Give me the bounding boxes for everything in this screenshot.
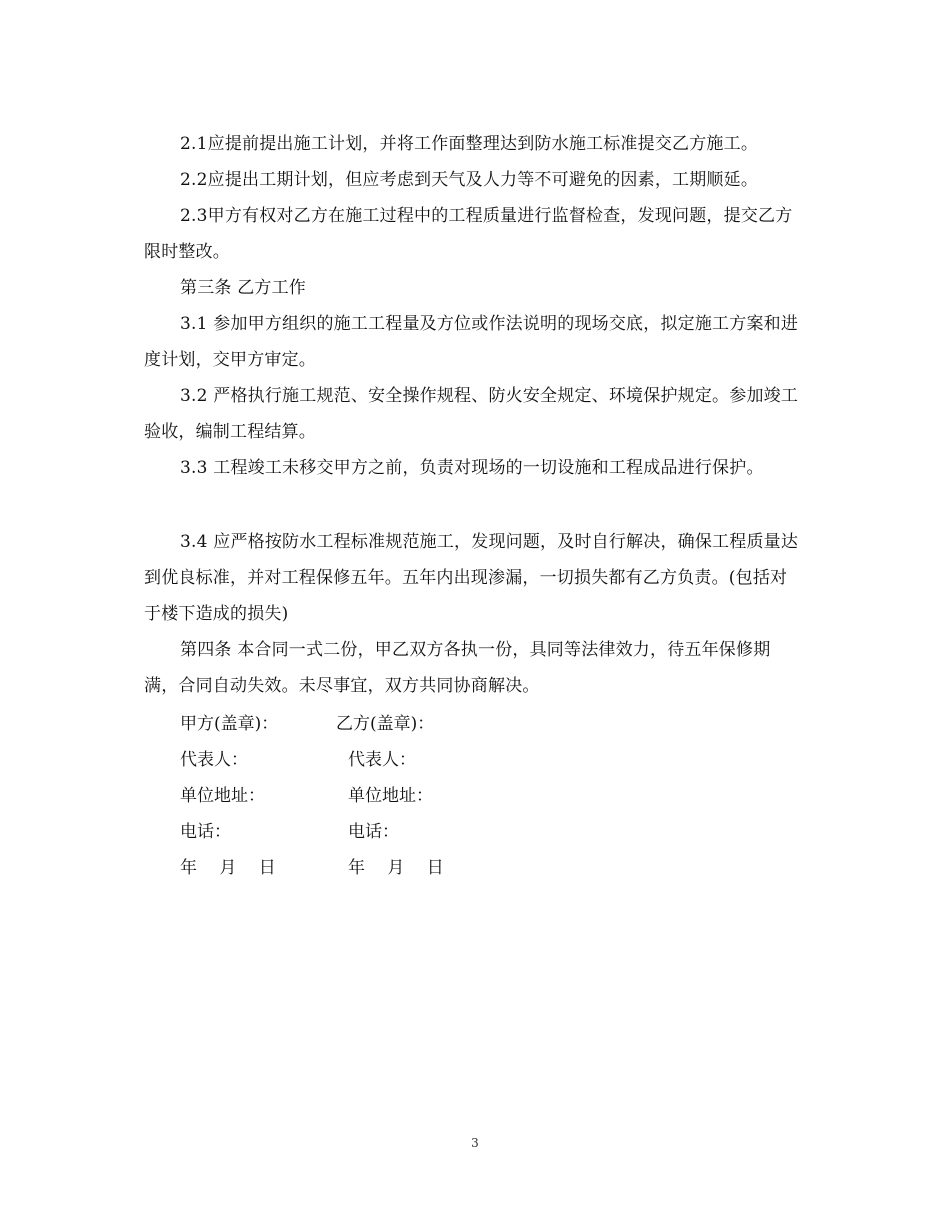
party-a-seal-label: 甲方(盖章)：	[180, 714, 279, 734]
party-b-phone-label: 电话：	[348, 822, 399, 842]
party-b-address-label: 单位地址：	[348, 786, 433, 806]
clause-3-1: 3.1 参加甲方组织的施工工程量及方位或作法说明的现场交底，拟定施工方案和进度计划，交甲方审定。	[144, 314, 799, 370]
party-b-date-label: 年 月 日	[348, 858, 444, 878]
clause-3-4: 3.4 应严格按防水工程标准规范施工，发现问题，及时自行解决，确保工程质量达到优良标准，并对工程保修五年。五年内出现渗漏，一切损失都有乙方负责。(包括对于楼下造成的损失)	[144, 532, 799, 624]
party-a-date-label: 年 月 日	[180, 858, 276, 878]
article-4: 第四条 本合同一式二份，甲乙双方各执一份，具同等法律效力，待五年保修期满，合同自动失效。未尽事宜，双方共同协商解决。	[144, 640, 771, 696]
party-a-address-label: 单位地址：	[180, 786, 265, 806]
party-a-phone-label: 电话：	[180, 822, 231, 842]
clause-2-3: 2.3甲方有权对乙方在施工过程中的工程质量进行监督检查，发现问题，提交乙方限时整改。	[144, 206, 793, 262]
clause-2-2: 2.2应提出工期计划，但应考虑到天气及人力等不可避免的因素，工期顺延。	[180, 170, 759, 190]
party-a-representative-label: 代表人：	[180, 750, 248, 770]
party-b-representative-label: 代表人：	[348, 750, 416, 770]
article-3-heading: 第三条 乙方工作	[180, 278, 307, 298]
clause-3-3: 3.3 工程竣工未移交甲方之前，负责对现场的一切设施和工程成品进行保护。	[180, 458, 764, 478]
clause-3-2: 3.2 严格执行施工规范、安全操作规程、防火安全规定、环境保护规定。参加竣工验收，编制工程结算。	[144, 386, 799, 442]
party-b-seal-label: 乙方(盖章)：	[336, 714, 435, 734]
clause-2-1: 2.1应提前提出施工计划，并将工作面整理达到防水施工标准提交乙方施工。	[180, 134, 759, 154]
page-number: 3	[471, 1136, 479, 1150]
